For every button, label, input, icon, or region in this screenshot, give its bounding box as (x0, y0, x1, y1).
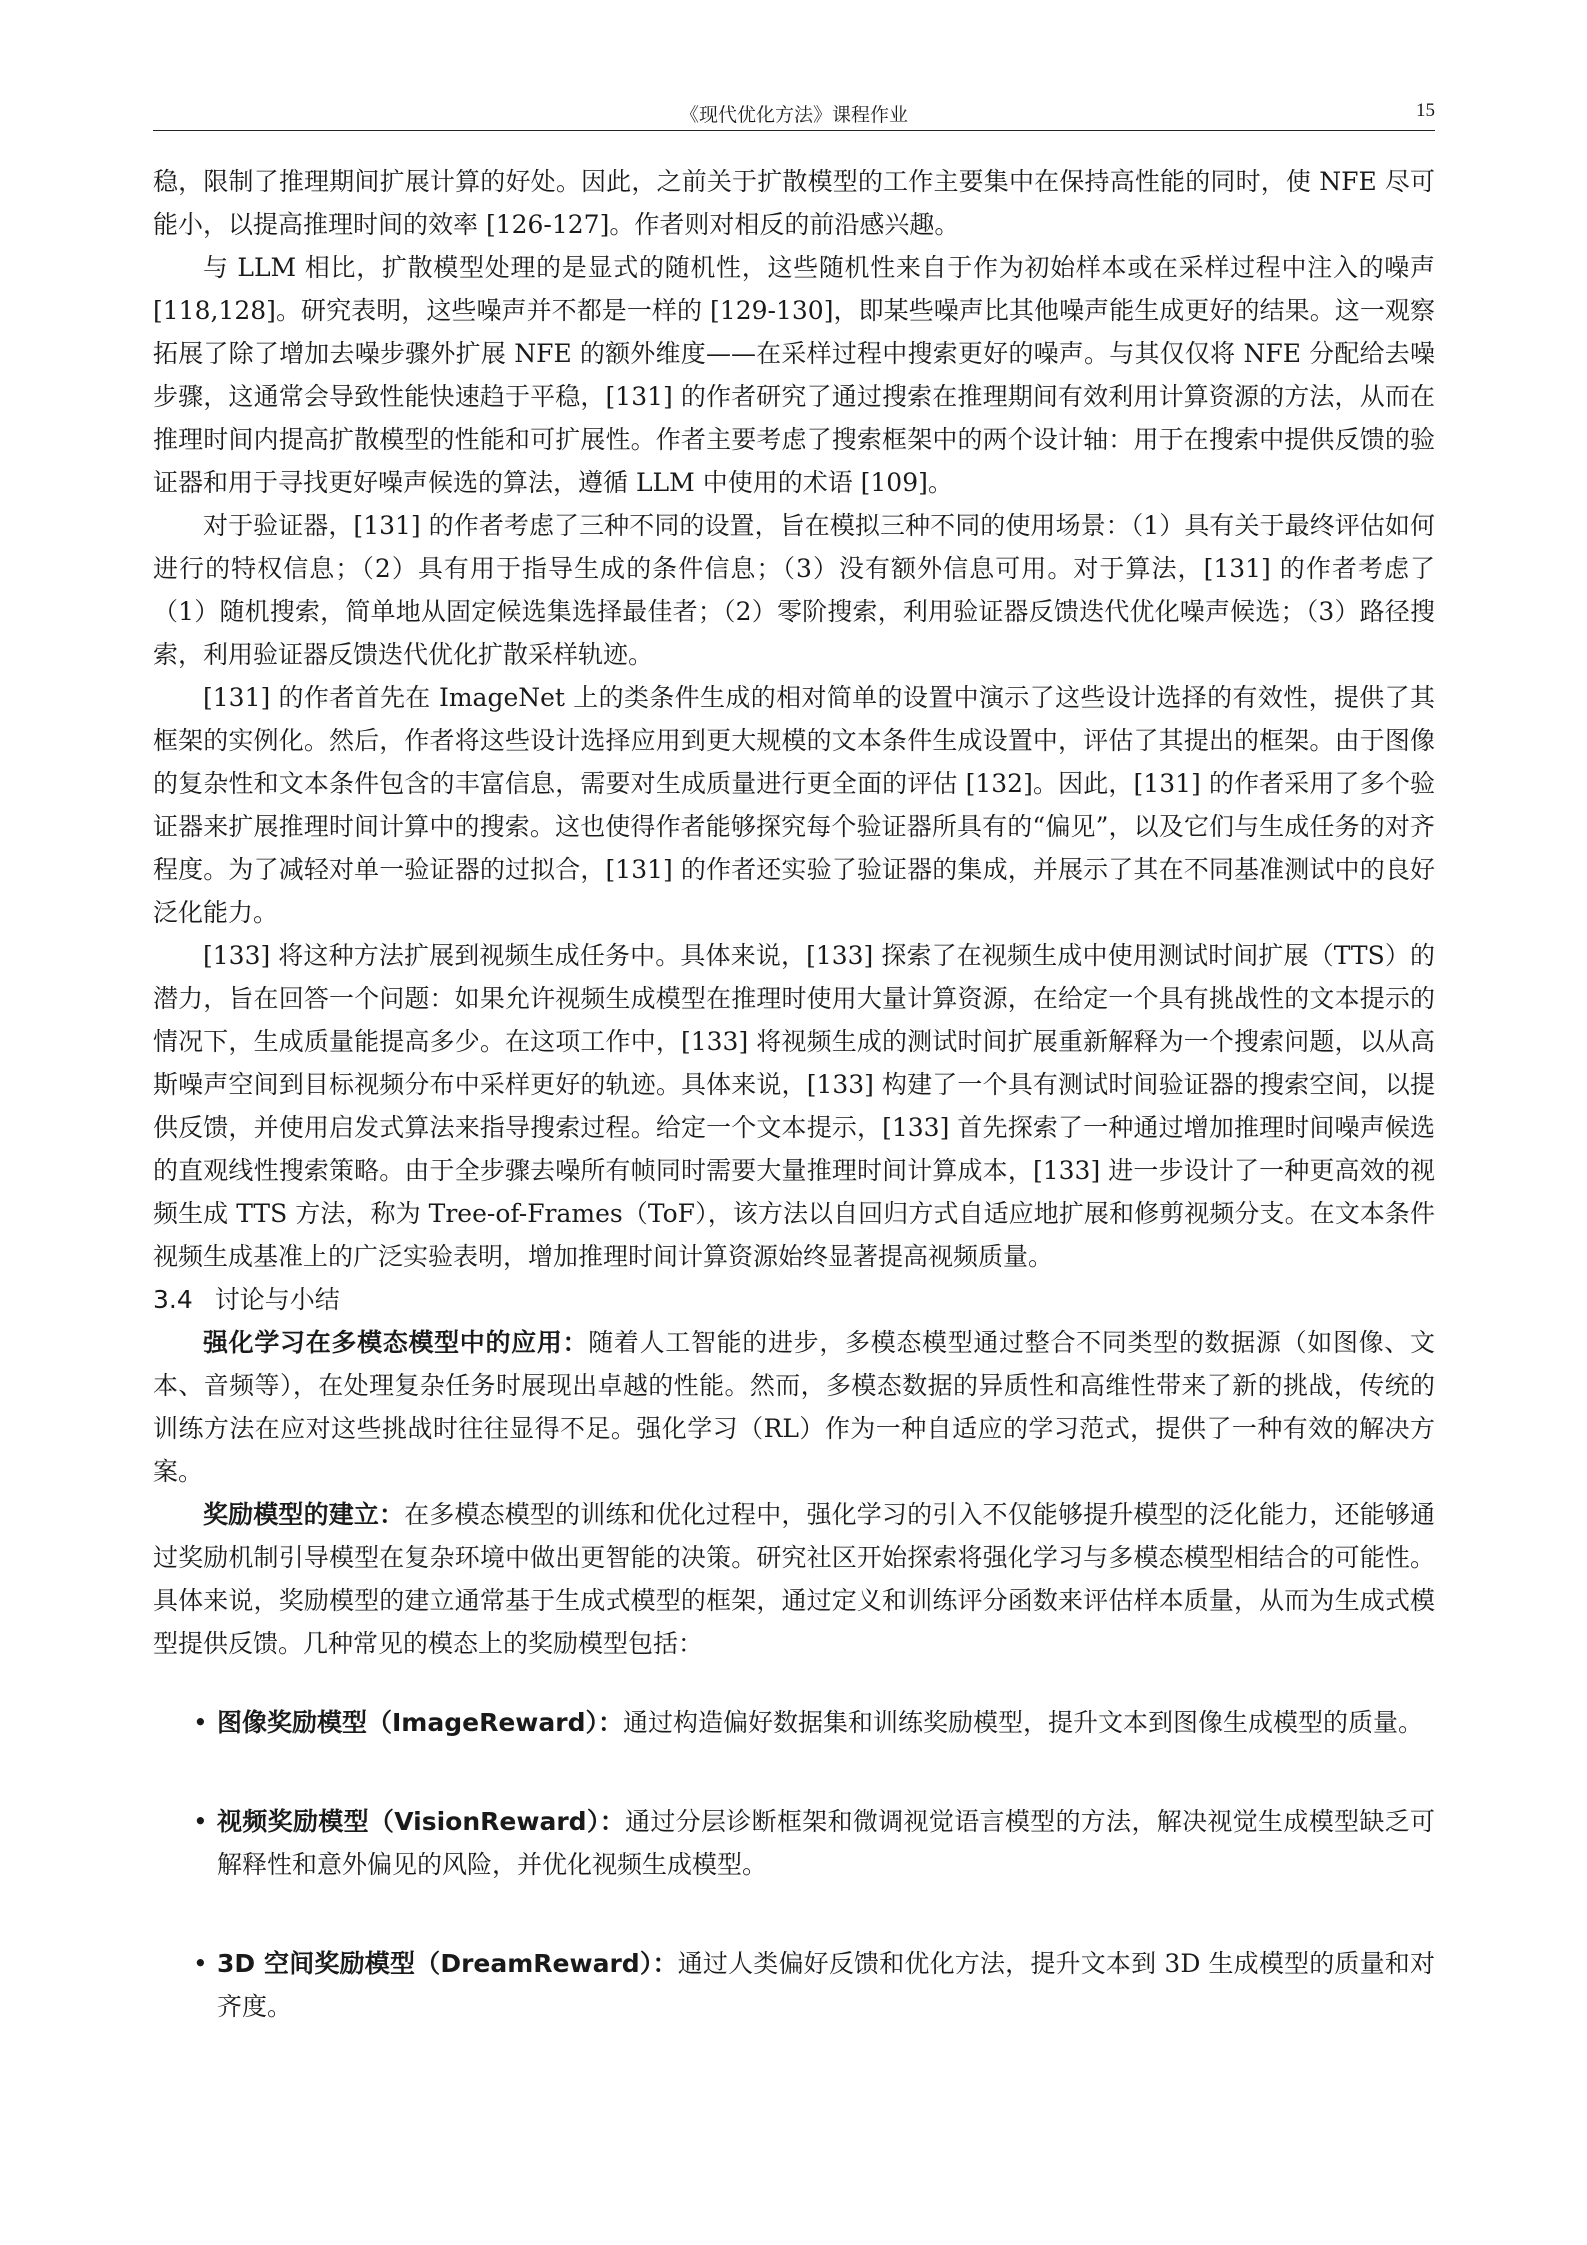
bullet-term: 图像奖励模型（ImageReward）： (217, 1708, 623, 1737)
bullet-marker: • (193, 1949, 208, 1978)
bullet-marker: • (193, 1807, 208, 1836)
paragraph-diffusion-noise: 与 LLM 相比，扩散模型处理的是显式的随机性，这些随机性来自于作为初始样本或在采样过程中注入的噪声 [118,128]。研究表明，这些噪声并不都是一样的 [129-130]，即某些噪声比其他噪声能生成更好的结果。这一观察拓展了除了增加去噪步骤外扩展 NFE 的额外维度——在采样过程中搜索更好的噪声。与其仅仅将 NFE 分配给去噪步骤，这通常会导致性能快速趋于平稳，[131] 的作者研究了通过搜索在推理期间有效利用计算资源的方法，从而在推理时间内提高扩散模型的性能和可扩展性。作者主要考虑了搜索框架中的两个设计轴：用于在搜索中提供反馈的验证器和用于寻找更好噪声候选的算法，遵循 LLM 中使用的术语 [109]。 (153, 253, 1435, 497)
header-title: 《现代优化方法》课程作业 (679, 104, 908, 126)
paragraph-reward-model (153, 1493, 1435, 1665)
section-heading (153, 1278, 1435, 1321)
body-text (153, 160, 1435, 2084)
paragraph-continued: 稳，限制了推理期间扩展计算的好处。因此，之前关于扩散模型的工作主要集中在保持高性能的同时，使 NFE 尽可能小，以提高推理时间的效率 [126-127]。作者则对相反的前沿感兴趣。 (153, 167, 1435, 239)
running-header (153, 96, 1435, 131)
paragraph-verifiers-algorithms: 对于验证器，[131] 的作者考虑了三种不同的设置，旨在模拟三种不同的使用场景：（1）具有关于最终评估如何进行的特权信息；（2）具有用于指导生成的条件信息；（3）没有额外信息可用。对于算法，[131] 的作者考虑了（1）随机搜索，简单地从固定候选集选择最佳者；（2）零阶搜索，利用验证器反馈迭代优化噪声候选；（3）路径搜索，利用验证器反馈迭代优化扩散采样轨迹。 (153, 511, 1435, 669)
bullet-text: 通过人类偏好反馈和优化方法，提升文本到 3D 生成模型的质量和对齐度。 (217, 1949, 1435, 2021)
section-number: 3.4 (153, 1285, 193, 1314)
bullet-text: 通过分层诊断框架和微调视觉语言模型的方法，解决视觉生成模型缺乏可解释性和意外偏见的风险，并优化视频生成模型。 (217, 1807, 1435, 1879)
section-title: 讨论与小结 (214, 1285, 340, 1314)
bullet-marker: • (193, 1708, 208, 1737)
rl-lead-term: 强化学习在多模态模型中的应用： (203, 1328, 589, 1357)
paragraph-video-tts: [133] 将这种方法扩展到视频生成任务中。具体来说，[133] 探索了在视频生成中使用测试时间扩展（TTS）的潜力，旨在回答一个问题：如果允许视频生成模型在推理时使用大量计算资源，在给定一个具有挑战性的文本提示的情况下，生成质量能提高多少。在这项工作中，[133] 将视频生成的测试时间扩展重新解释为一个搜索问题，以从高斯噪声空间到目标视频分布中采样更好的轨迹。具体来说，[133] 构建了一个具有测试时间验证器的搜索空间，以提供反馈，并使用启发式算法来指导搜索过程。给定一个文本提示，[133] 首先探索了一种通过增加推理时间噪声候选的直观线性搜索策略。由于全步骤去噪所有帧同时需要大量推理时间计算成本，[133] 进一步设计了一种更高效的视频生成 TTS 方法，称为 Tree-of-Frames（ToF），该方法以自回归方式自适应地扩展和修剪视频分支。在文本条件视频生成基准上的广泛实验表明，增加推理时间计算资源始终显著提高视频质量。 (153, 941, 1435, 1271)
list-item-vision-reward (153, 1800, 1435, 1886)
rl-text: 随着人工智能的进步，多模态模型通过整合不同类型的数据源（如图像、文本、音频等），在处理复杂任务时展现出卓越的性能。然而，多模态数据的异质性和高维性带来了新的挑战，传统的训练方法在应对这些挑战时往往显得不足。强化学习（RL）作为一种自适应的学习范式，提供了一种有效的解决方案。 (153, 1328, 1435, 1486)
bullet-term: 3D 空间奖励模型（DreamReward）： (217, 1949, 678, 1978)
paragraph-rl-multimodal (153, 1321, 1435, 1493)
reward-text: 在多模态模型的训练和优化过程中，强化学习的引入不仅能够提升模型的泛化能力，还能够通过奖励机制引导模型在复杂环境中做出更智能的决策。研究社区开始探索将强化学习与多模态模型相结合的可能性。具体来说，奖励模型的建立通常基于生成式模型的框架，通过定义和训练评分函数来评估样本质量，从而为生成式模型提供反馈。几种常见的模态上的奖励模型包括： (153, 1500, 1435, 1658)
list-item-image-reward (153, 1701, 1435, 1744)
list-item-dream-reward (153, 1942, 1435, 2028)
reward-lead-term: 奖励模型的建立： (203, 1500, 405, 1529)
paragraph-imagenet: [131] 的作者首先在 ImageNet 上的类条件生成的相对简单的设置中演示了这些设计选择的有效性，提供了其框架的实例化。然后，作者将这些设计选择应用到更大规模的文本条件生成设置中，评估了其提出的框架。由于图像的复杂性和文本条件包含的丰富信息，需要对生成质量进行更全面的评估 [132]。因此，[131] 的作者采用了多个验证器来扩展推理时间计算中的搜索。这也使得作者能够探究每个验证器所具有的“偏见”，以及它们与生成任务的对齐程度。为了减轻对单一验证器的过拟合，[131] 的作者还实验了验证器的集成，并展示了其在不同基准测试中的良好泛化能力。 (153, 683, 1435, 927)
bullet-term: 视频奖励模型（VisionReward）： (217, 1807, 626, 1836)
bullet-text: 通过构造偏好数据集和训练奖励模型，提升文本到图像生成模型的质量。 (622, 1708, 1423, 1737)
page-number: 15 (1416, 100, 1435, 121)
reward-model-list (153, 1701, 1435, 2028)
